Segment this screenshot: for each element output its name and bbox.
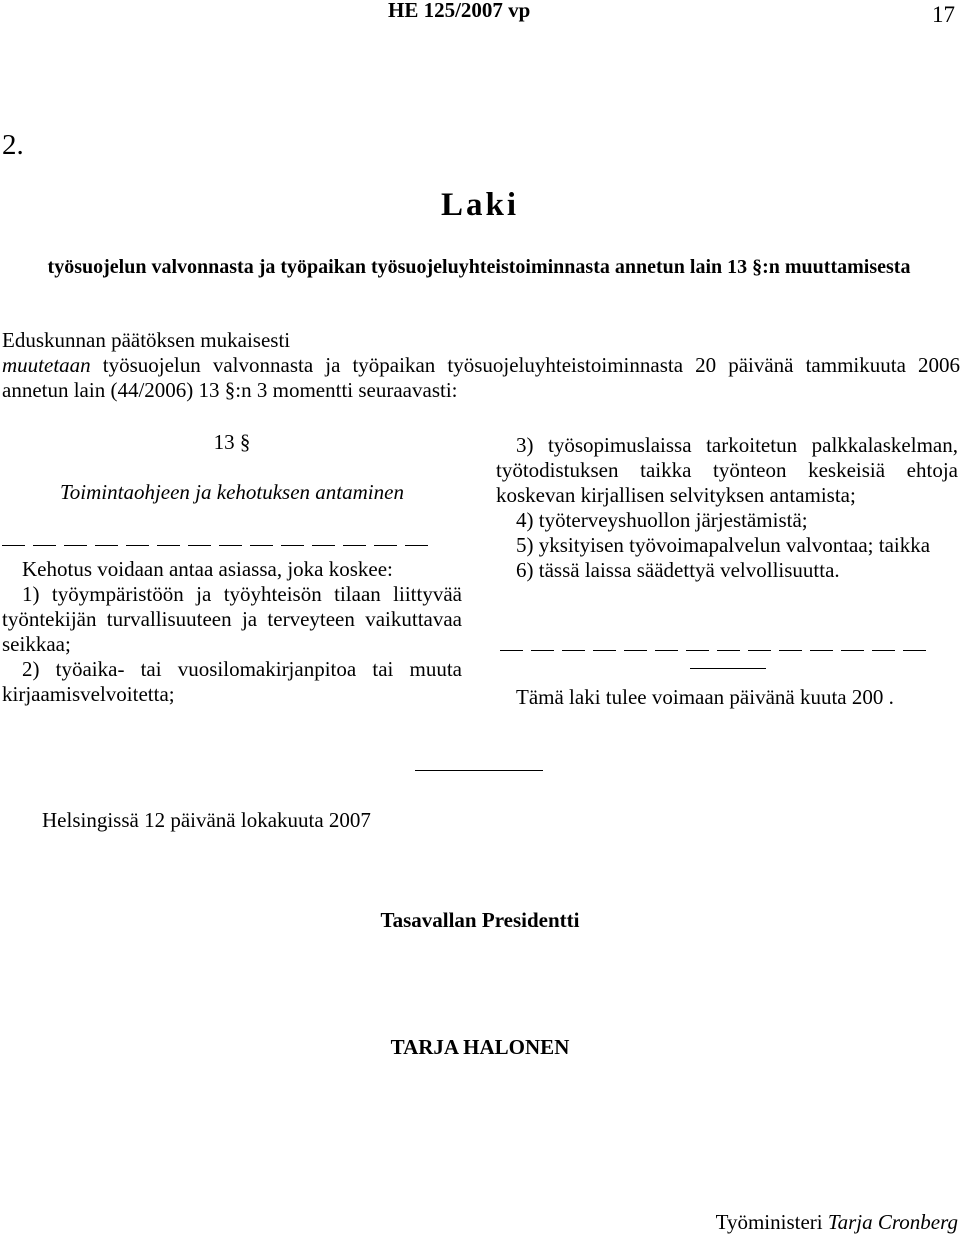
header-page-number: 17 xyxy=(932,2,955,27)
omission-dash-line-left xyxy=(2,545,428,546)
president-title: Tasavallan Presidentti xyxy=(380,908,580,932)
minister-name: Tarja Cronberg xyxy=(827,1210,958,1234)
minister-title: Työministeri xyxy=(715,1210,823,1234)
left-paragraph-3: 2) työaika- tai vuosilomakirjanpitoa tai muuta kirjaamisvelvoitetta; xyxy=(2,657,462,706)
right-paragraph-1: 3) työsopimuslaissa tarkoitetun palkkalaskelman, työtodistuksen taikka työnteon keskeisiä ehtoja koskevan kirjallisen selvityksen antamista; xyxy=(496,433,958,507)
left-paragraph-2: 1) työympäristöön ja työyhteisön tilaan liittyvää työntekijän turvallisuuteen ja terveyteen vaikuttavaa seikkaa; xyxy=(2,582,462,656)
article-heading: Toimintaohjeen ja kehotuksen antaminen xyxy=(60,480,404,504)
entry-into-force: Tämä laki tulee voimaan päivänä kuuta 200 . xyxy=(516,685,894,709)
end-of-text-rule xyxy=(690,668,766,669)
header-document-reference: HE 125/2007 vp xyxy=(388,0,531,22)
intro-text: työsuojelun valvonnasta ja työpaikan työsuojeluyhteistoiminnasta 20 päivänä tammikuuta 2006 annetun lain (44/2006) 13 §:n 3 momentti seuraavasti: xyxy=(2,353,960,402)
right-paragraph-3: 5) yksityisen työvoimapalvelun valvontaa; taikka xyxy=(516,533,931,557)
right-column xyxy=(496,433,958,583)
intro-paragraph xyxy=(2,353,960,403)
minister-signature xyxy=(716,1210,958,1235)
right-paragraph-2: 4) työterveyshuollon järjestämistä; xyxy=(516,508,808,532)
enactment-clause: Eduskunnan päätöksen mukaisesti xyxy=(2,328,291,352)
document-title: Laki xyxy=(440,187,520,223)
section-number: 2. xyxy=(2,129,24,161)
right-paragraph-4: 6) tässä laissa säädettyä velvollisuutta. xyxy=(516,558,840,582)
omission-dash-line-right xyxy=(500,650,926,651)
document-subtitle: työsuojelun valvonnasta ja työpaikan työsuojeluyhteistoiminnasta annetun lain 13 §:n muuttamisesta xyxy=(47,256,911,278)
intro-verb: muutetaan xyxy=(2,353,91,377)
article-number: 13 § xyxy=(213,430,251,454)
president-name: TARJA HALONEN xyxy=(390,1035,570,1059)
left-paragraph-1: Kehotus voidaan antaa asiassa, joka koskee: xyxy=(22,557,393,581)
left-column xyxy=(2,557,462,707)
place-and-date: Helsingissä 12 päivänä lokakuuta 2007 xyxy=(42,808,371,832)
separator-rule xyxy=(415,770,543,771)
